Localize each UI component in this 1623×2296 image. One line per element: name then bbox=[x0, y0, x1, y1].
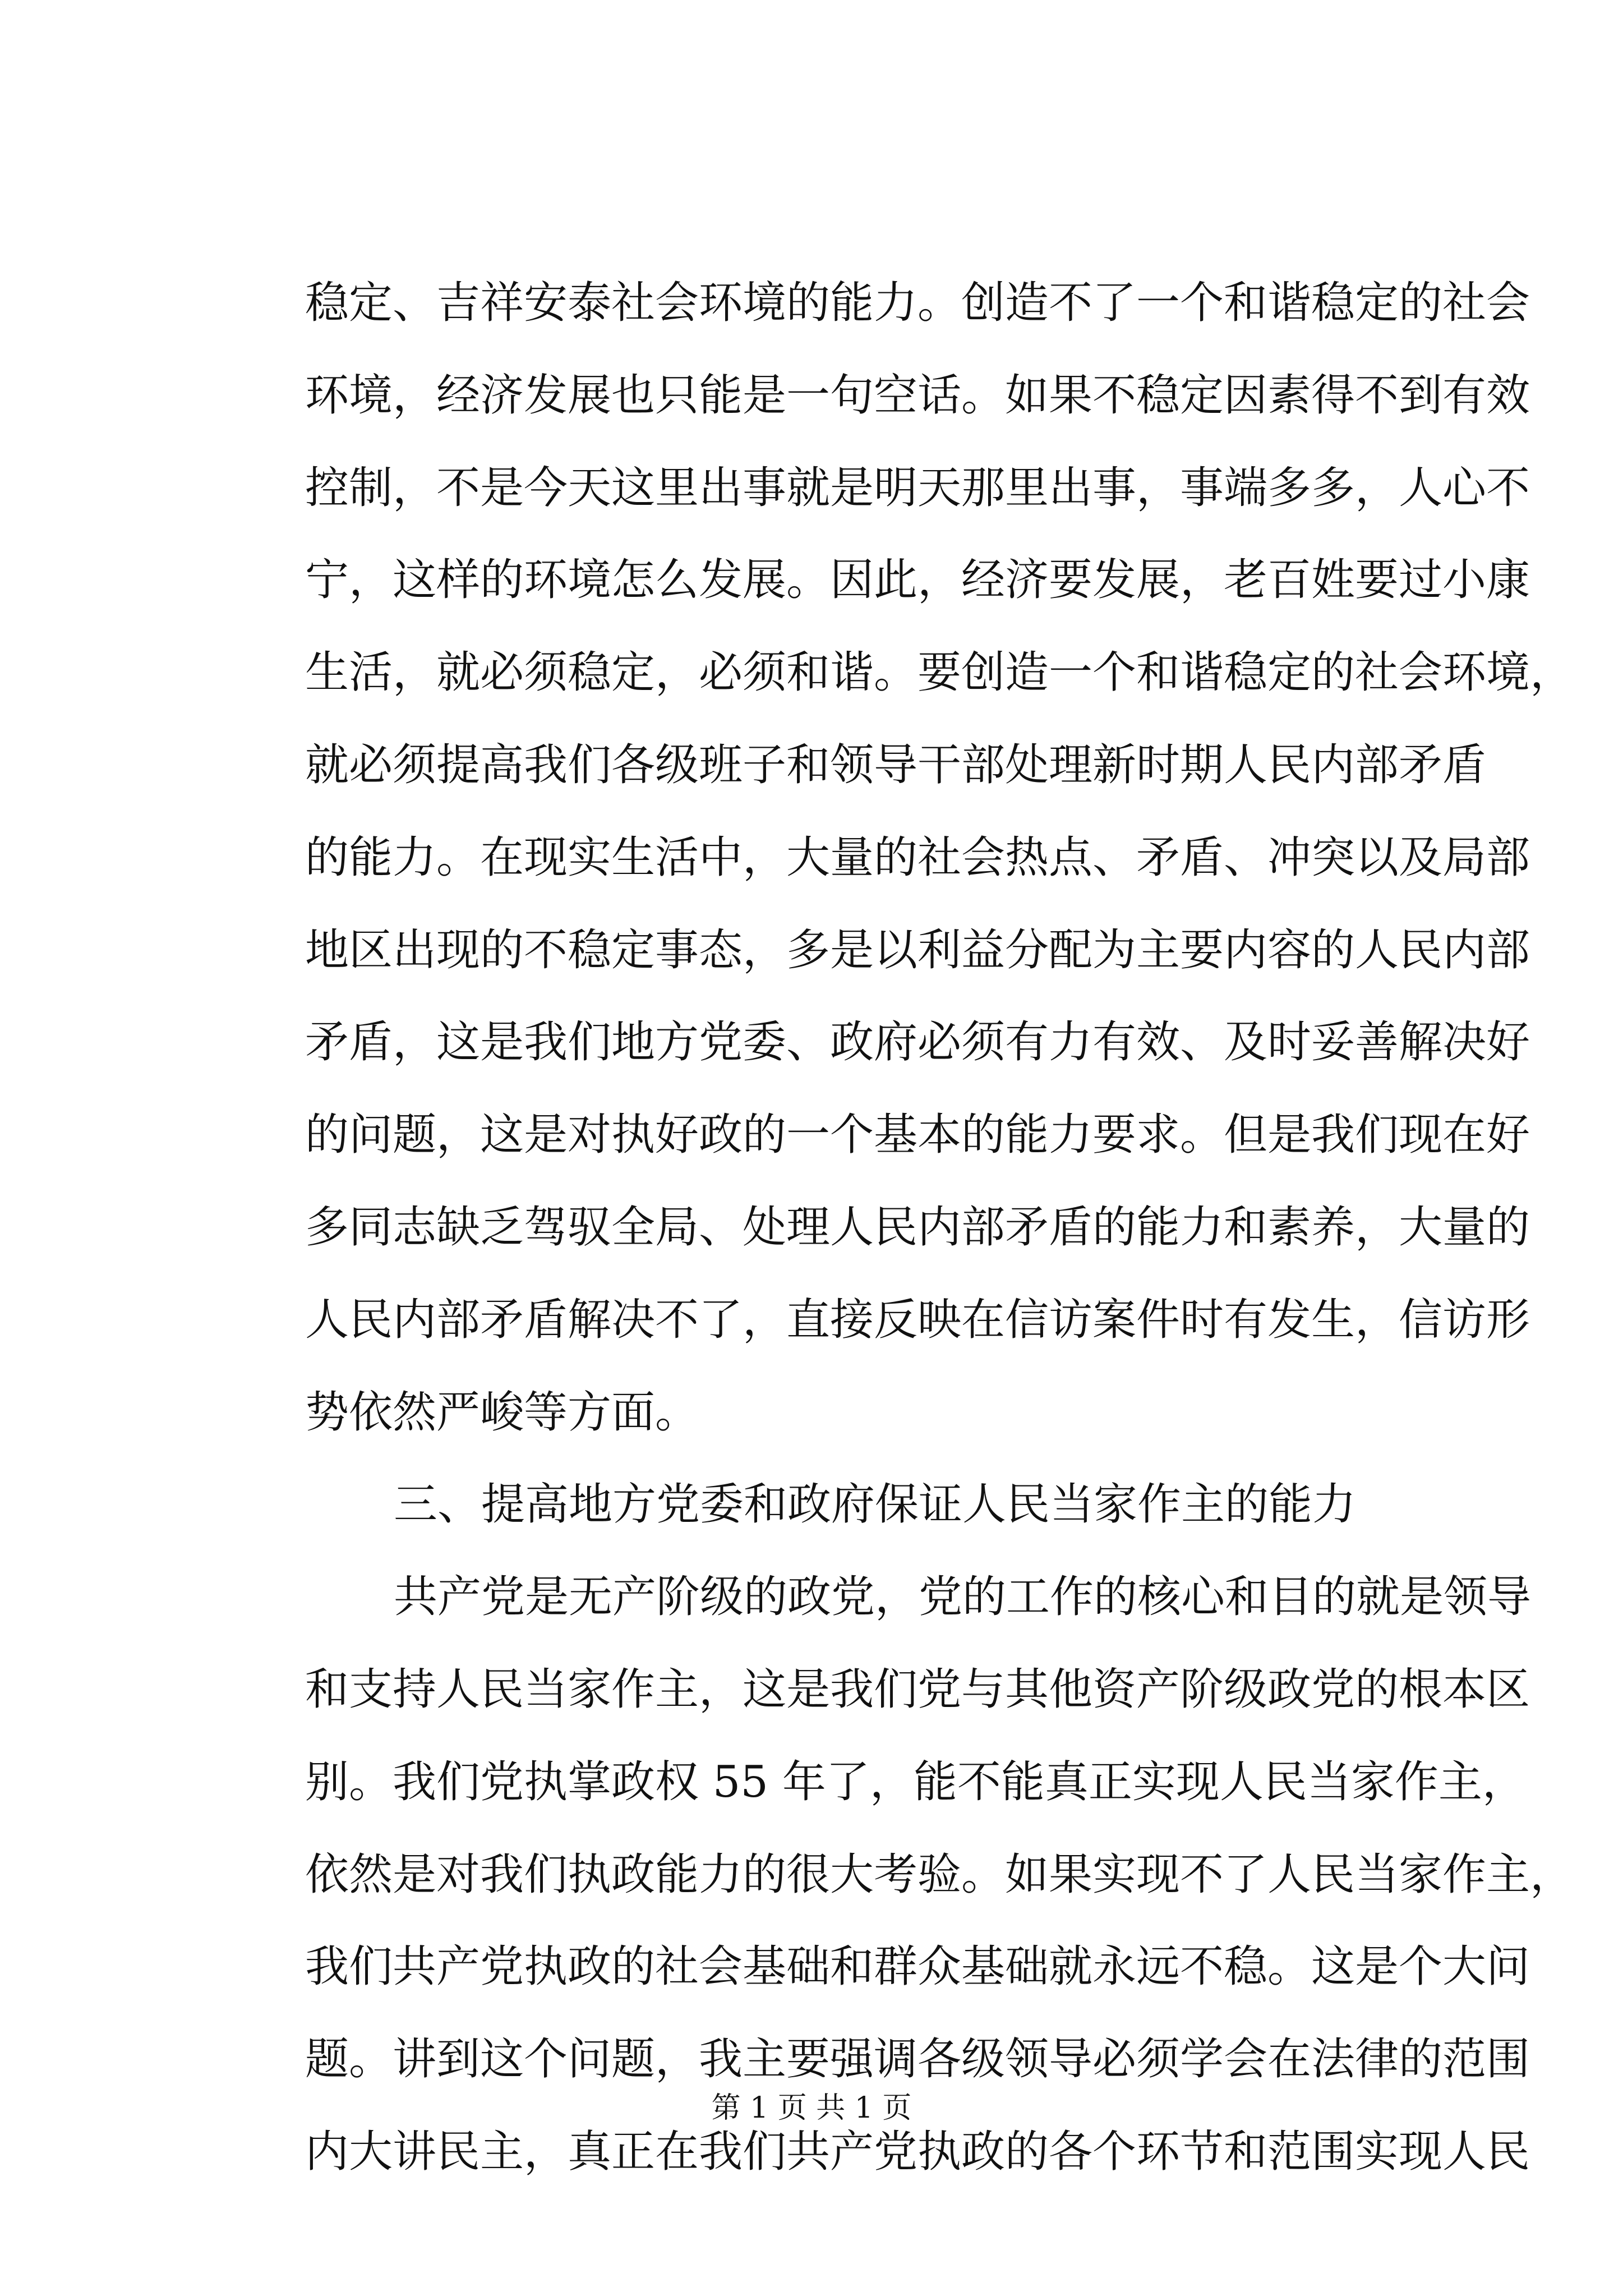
text-line: 题。讲到这个问题，我主要强调各级领导必须学会在法律的范围 bbox=[305, 2034, 1530, 2085]
text-line: 宁，这样的环境怎么发展。因此，经济要发展，老百姓要过小康 bbox=[305, 555, 1530, 606]
paragraph-start-line: 共产党是无产阶级的政党，党的工作的核心和目的就是领导 bbox=[394, 1572, 1532, 1623]
body-text bbox=[305, 257, 1574, 2198]
text-line: 生活，就必须稳定，必须和谐。要创造一个和谐稳定的社会环境， bbox=[305, 647, 1574, 698]
text-line: 依然是对我们执政能力的很大考验。如果实现不了人民当家作主， bbox=[305, 1849, 1574, 1900]
text-line: 内大讲民主，真正在我们共产党执政的各个环节和范围实现人民 bbox=[305, 2126, 1530, 2177]
text-line: 的问题，这是对执好政的一个基本的能力要求。但是我们现在好 bbox=[305, 1110, 1530, 1161]
text-line: 和支持人民当家作主，这是我们党与其他资产阶级政党的根本区 bbox=[305, 1664, 1530, 1715]
section-heading: 三、提高地方党委和政府保证人民当家作主的能力 bbox=[394, 1479, 1357, 1530]
page-footer: 第 1 页 共 1 页 bbox=[711, 2091, 912, 2125]
text-line: 我们共产党执政的社会基础和群众基础就永远不稳。这是个大问 bbox=[305, 1941, 1530, 1993]
text-line: 人民内部矛盾解决不了，直接反映在信访案件时有发生，信访形 bbox=[305, 1294, 1530, 1345]
text-line: 环境，经济发展也只能是一句空话。如果不稳定因素得不到有效 bbox=[305, 370, 1530, 421]
text-line: 多同志缺乏驾驭全局、处理人民内部矛盾的能力和素养，大量的 bbox=[305, 1202, 1530, 1253]
text-line: 矛盾，这是我们地方党委、政府必须有力有效、及时妥善解决好 bbox=[305, 1017, 1530, 1068]
text-line: 别。我们党执掌政权 55 年了，能不能真正实现人民当家作主， bbox=[305, 1756, 1526, 1807]
text-line: 稳定、吉祥安泰社会环境的能力。创造不了一个和谐稳定的社会 bbox=[305, 278, 1530, 328]
text-line: 势依然严峻等方面。 bbox=[305, 1387, 699, 1438]
text-line: 地区出现的不稳定事态，多是以利益分配为主要内容的人民内部 bbox=[305, 924, 1530, 976]
text-line: 控制，不是今天这里出事就是明天那里出事，事端多多，人心不 bbox=[305, 462, 1530, 513]
text-line: 的能力。在现实生活中，大量的社会热点、矛盾、冲突以及局部 bbox=[305, 832, 1530, 883]
text-line: 就必须提高我们各级班子和领导干部处理新时期人民内部矛盾 bbox=[305, 739, 1487, 790]
